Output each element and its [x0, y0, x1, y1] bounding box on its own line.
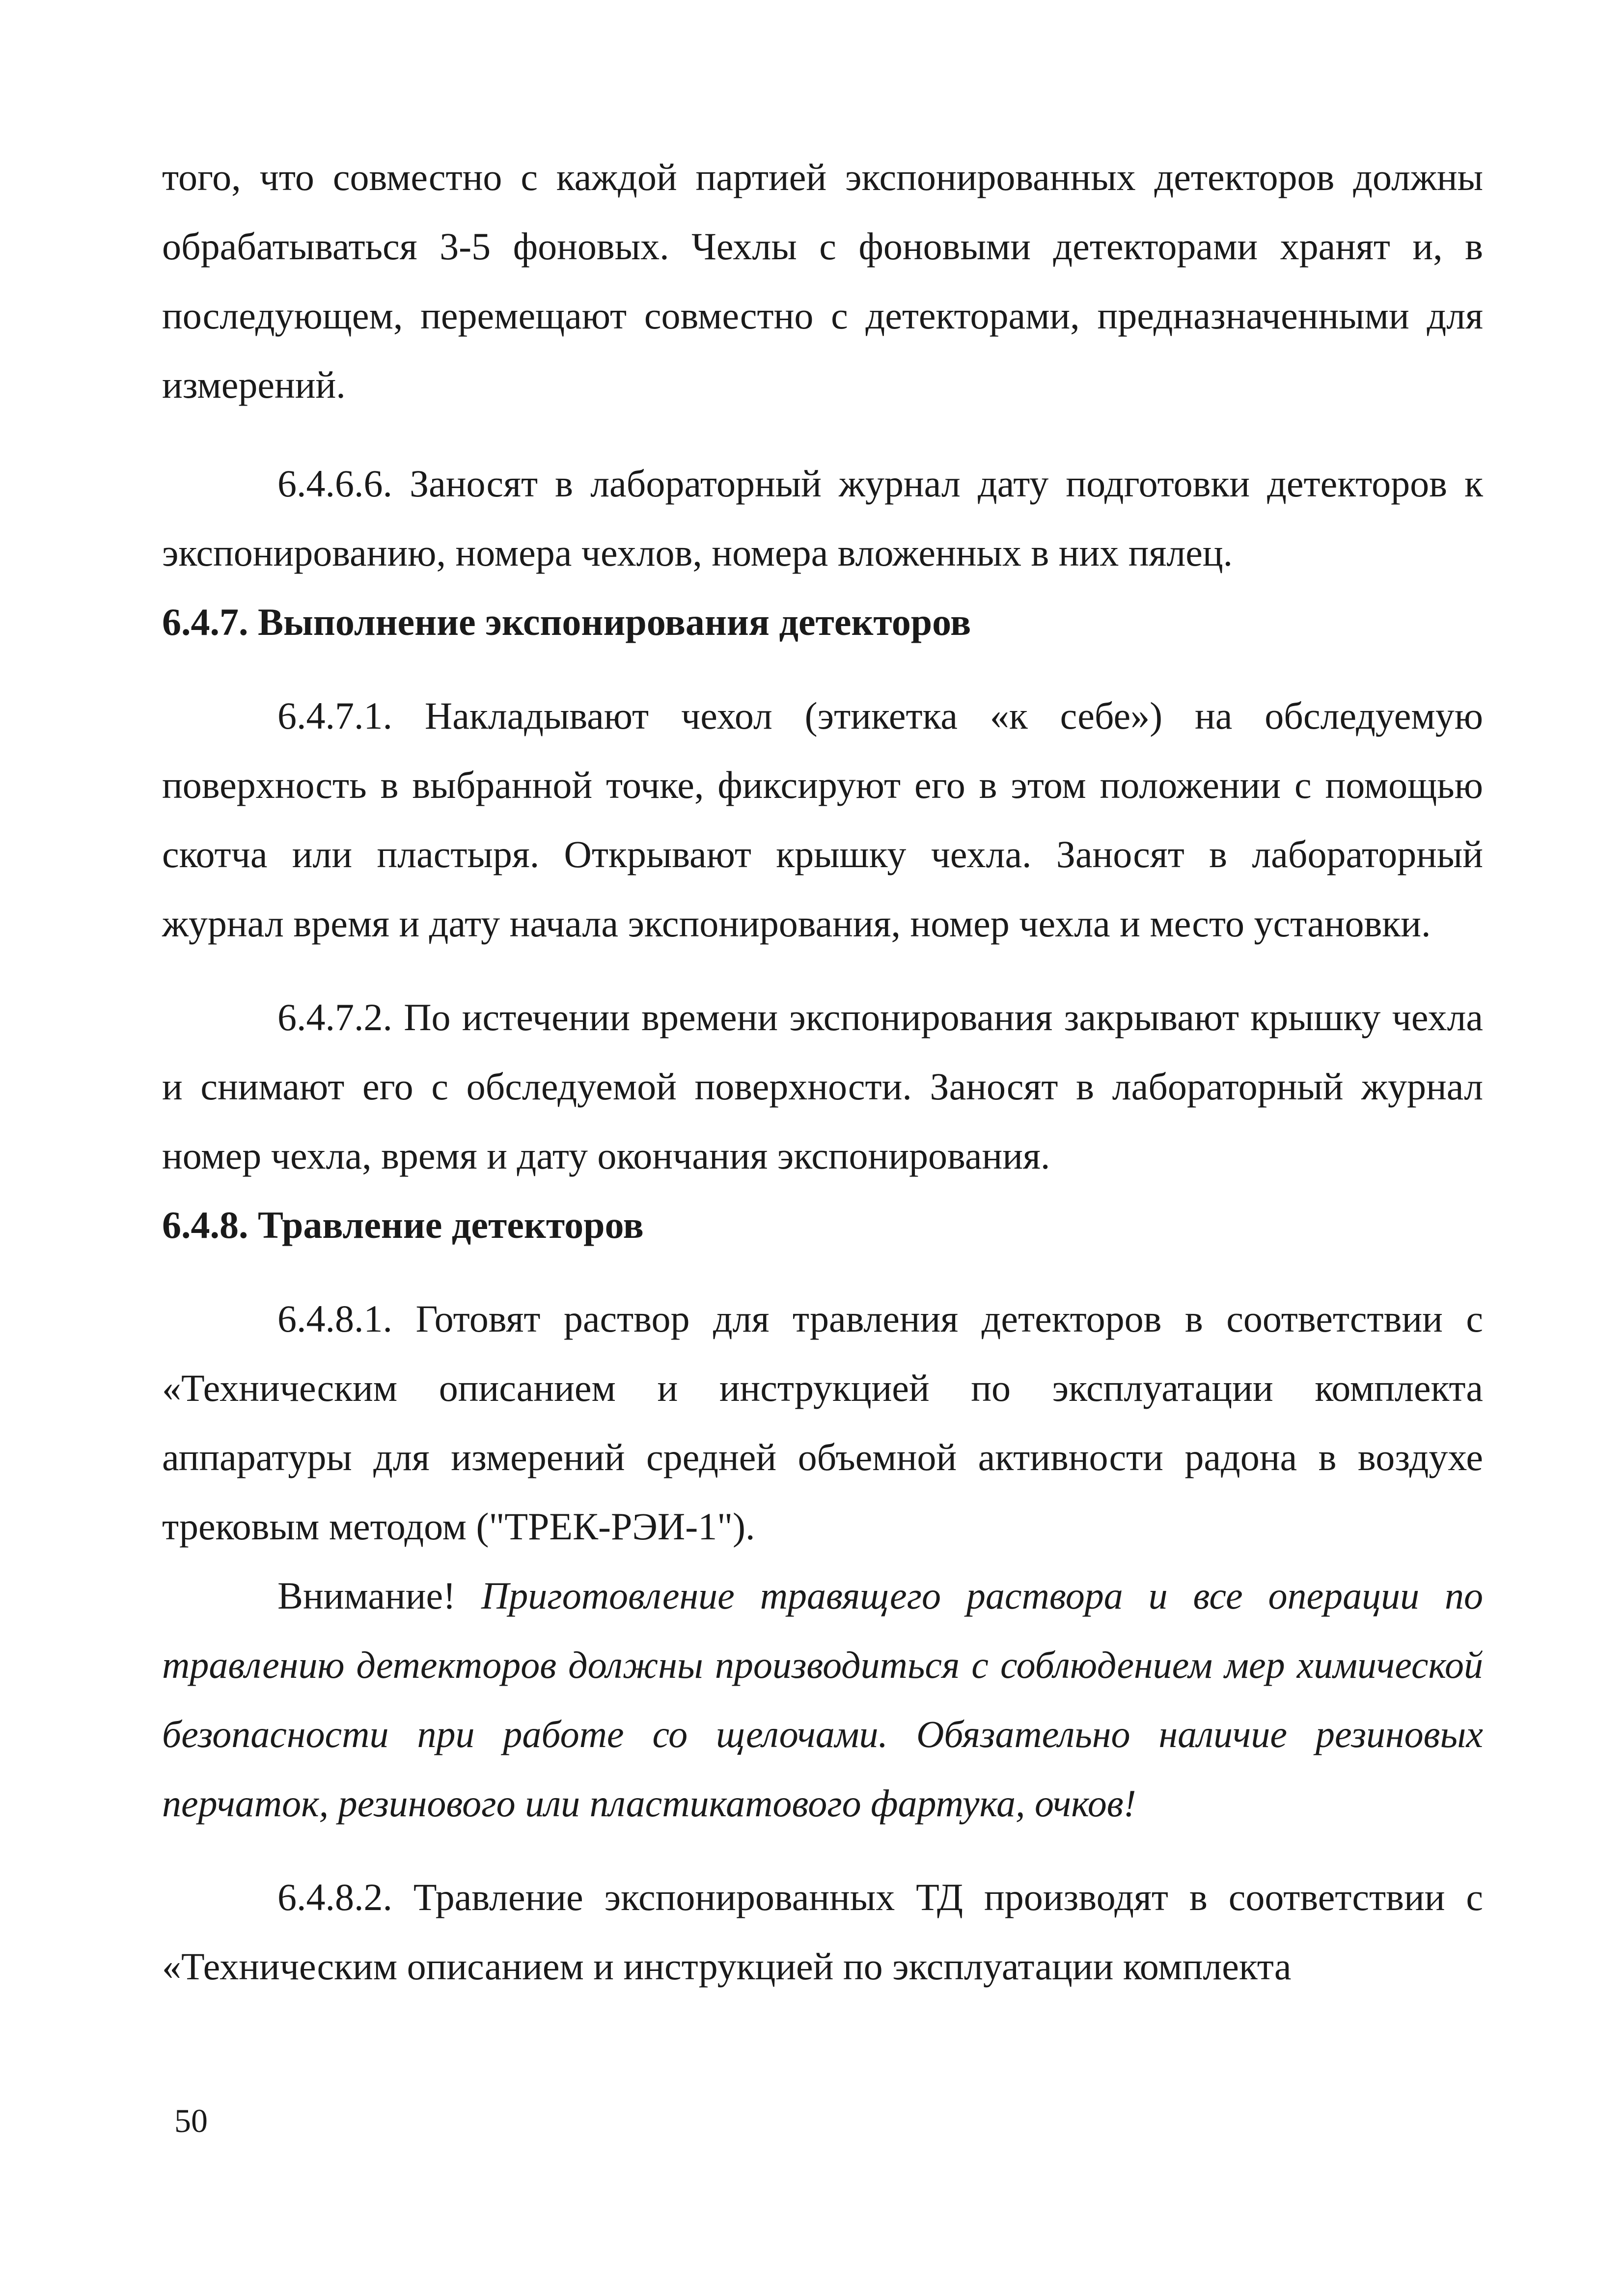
paragraph-continued: того, что совместно с каждой партией экспонированных детекторов должны обрабатываться 3-5 фоновых. Чехлы с фоновыми детекторами хранят и, в последующем, перемещают совместно с детекторами, предназначенными для измерений. [162, 156, 1483, 406]
paragraph-6-4-8-2: 6.4.8.2. Травление экспонированных ТД производят в соответствии с «Техническим описанием и инструкцией по эксплуатации комплекта [162, 1876, 1483, 1988]
warning-paragraph [162, 1561, 1483, 1838]
paragraph-6-4-7-1: 6.4.7.1. Накладывают чехол (этикетка «к себе») на обследуемую поверхность в выбранной точке, фиксируют его в этом положении с помощью скотча или пластыря. Открывают крышку чехла. Заносят в лабораторный журнал время и дату начала экспонирования, номер чехла и место установки. [162, 694, 1483, 945]
section-heading-6-4-7: 6.4.7. Выполнение экспонирования детекторов [162, 601, 971, 643]
page-number: 50 [174, 2102, 208, 2139]
document-page [162, 142, 1483, 2001]
paragraph-6-4-7-2: 6.4.7.2. По истечении времени экспонирования закрывают крышку чехла и снимают его с обследуемой поверхности. Заносят в лабораторный журнал номер чехла, время и дату окончания экспонирования. [162, 996, 1483, 1177]
paragraph-6-4-8-1: 6.4.8.1. Готовят раствор для травления детекторов в соответствии с «Техническим описанием и инструкцией по эксплуатации комплекта аппаратуры для измерений средней объемной активности радона в воздухе трековым методом ("ТРЕК-РЭИ-1"). [162, 1297, 1483, 1548]
warning-text: Приготовление травящего раствора и все операции по травлению детекторов должны производиться с соблюдением мер химической безопасности при работе со щелочами. Обязательно наличие резиновых перчаток, резинового или пластикатового фартука, очков! [162, 1574, 1484, 1825]
paragraph-6-4-6-6: 6.4.6.6. Заносят в лабораторный журнал дату подготовки детекторов к экспонированию, номера чехлов, номера вложенных в них пялец. [162, 462, 1483, 574]
section-heading-6-4-8: 6.4.8. Травление детекторов [162, 1203, 644, 1246]
warning-label: Внимание! [277, 1574, 456, 1617]
